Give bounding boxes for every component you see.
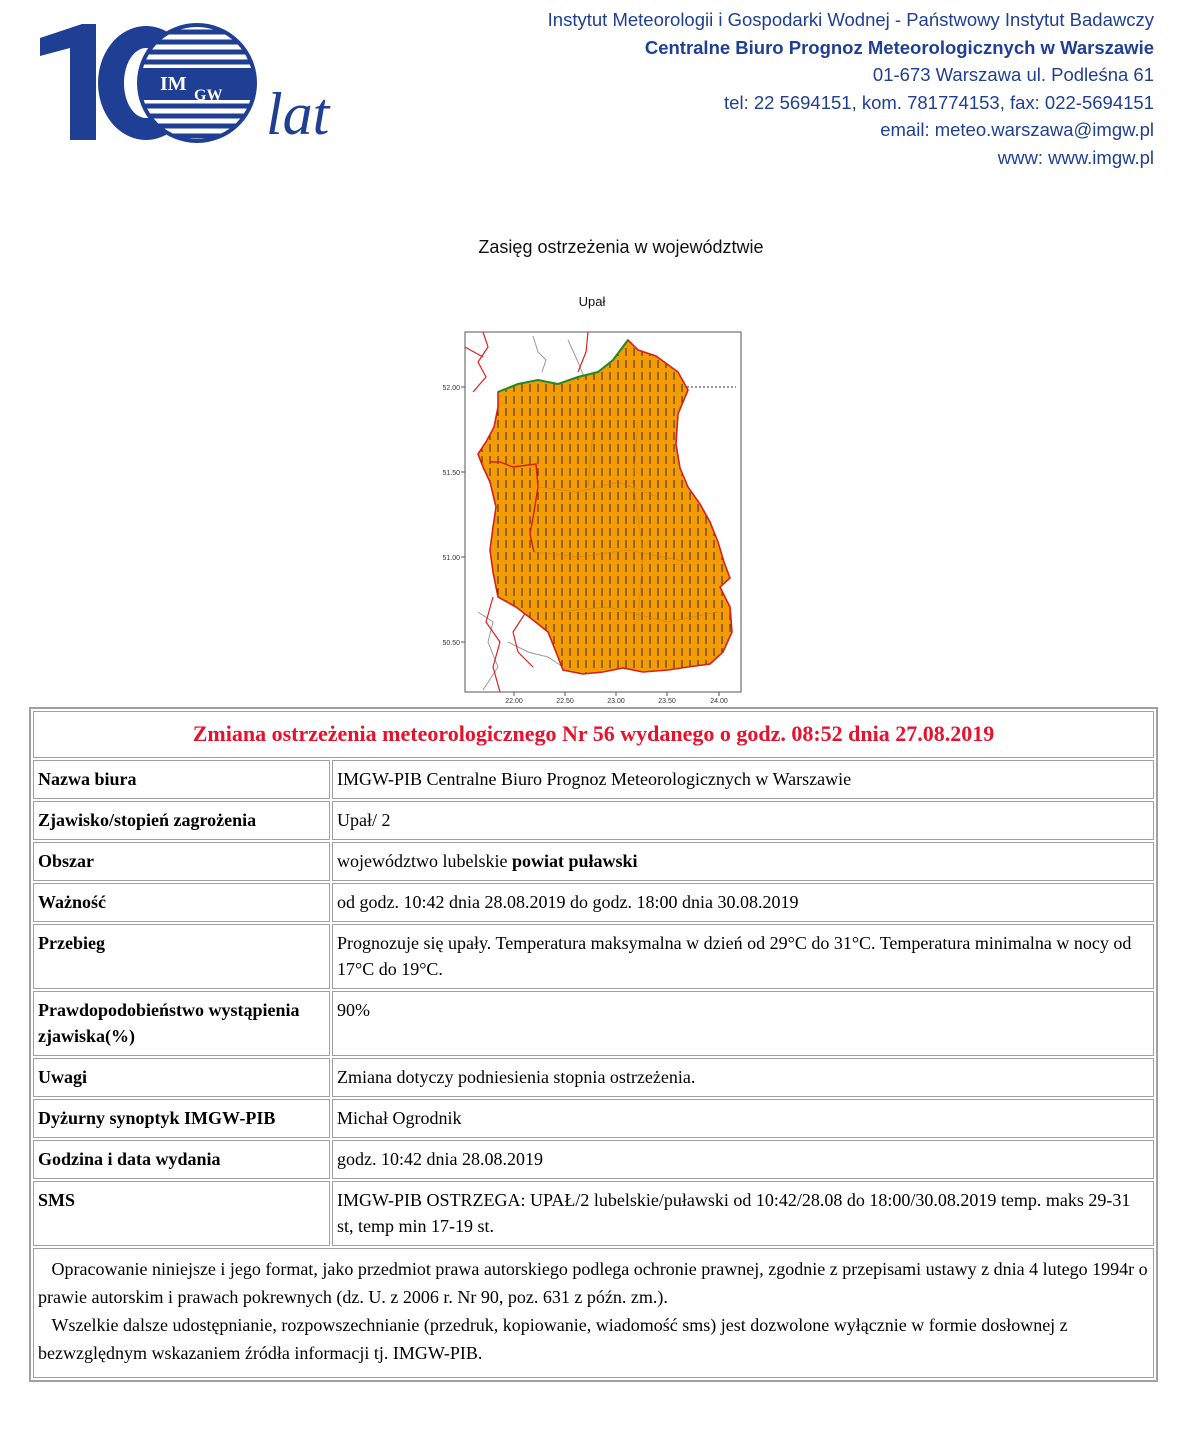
table-row xyxy=(33,991,1154,1056)
logo-badge-top: IM xyxy=(160,73,187,95)
office-email: email: meteo.warszawa@imgw.pl xyxy=(880,119,1154,141)
map-phenomenon-label: Upał xyxy=(578,294,606,309)
row-value: Upał/ 2 xyxy=(332,801,1154,840)
warning-table xyxy=(29,707,1158,1382)
row-label: Dyżurny synoptyk IMGW-PIB xyxy=(33,1099,330,1138)
row-label: Prawdopodobieństwo wystąpienia zjawiska(%) xyxy=(33,991,330,1056)
y-tick-label: 52.00 xyxy=(442,385,460,392)
table-row xyxy=(33,801,1154,840)
institute-name: Instytut Meteorologii i Gospodarki Wodnej - Państwowy Instytut Badawczy xyxy=(547,9,1154,30)
row-value: IMGW-PIB Centralne Biuro Prognoz Meteorologicznych w Warszawie xyxy=(332,760,1154,799)
row-value: IMGW-PIB OSTRZEGA: UPAŁ/2 lubelskie/puławski od 10:42/28.08 do 18:00/30.08.2019 temp. maks 29-31 st, temp min 17-19 st. xyxy=(332,1181,1154,1246)
x-tick-label: 23.00 xyxy=(607,698,625,705)
row-label: Zjawisko/stopień zagrożenia xyxy=(33,801,330,840)
office-name: Centralne Biuro Prognoz Meteorologicznych w Warszawie xyxy=(644,36,1154,58)
y-tick-label: 51.50 xyxy=(442,470,460,477)
row-label: Nazwa biura xyxy=(33,760,330,799)
office-www: www: www.imgw.pl xyxy=(997,146,1154,168)
table-row xyxy=(33,1099,1154,1138)
table-row xyxy=(33,842,1154,881)
row-label: Ważność xyxy=(33,883,330,922)
copyright-paragraph-2 xyxy=(38,1311,1149,1367)
row-label: Godzina i data wydania xyxy=(33,1140,330,1179)
warning-title: Zmiana ostrzeżenia meteorologicznego Nr 56 wydanego o godz. 08:52 dnia 27.08.2019 xyxy=(33,711,1154,758)
institute-header xyxy=(548,6,1154,172)
table-row xyxy=(33,1058,1154,1097)
row-value: Prognozuje się upały. Temperatura maksymalna w dzień od 29°C do 31°C. Temperatura minimalna w nocy od 17°C do 19°C. xyxy=(332,924,1154,989)
table-row xyxy=(33,1181,1154,1246)
y-tick-label: 51.00 xyxy=(442,555,460,562)
row-value: Michał Ogrodnik xyxy=(332,1099,1154,1138)
row-label: Przebieg xyxy=(33,924,330,989)
map-graphic xyxy=(438,322,743,707)
logo-badge-bottom: GW xyxy=(194,87,223,104)
row-label: SMS xyxy=(33,1181,330,1246)
logo-suffix: lat xyxy=(266,81,330,144)
table-row xyxy=(33,883,1154,922)
row-value: 90% xyxy=(332,991,1154,1056)
y-tick-label: 50.50 xyxy=(442,640,460,647)
map-caption: Zasięg ostrzeżenia w województwie xyxy=(478,237,764,257)
copyright-paragraph-1 xyxy=(38,1255,1149,1311)
warning-area-map xyxy=(438,322,743,707)
office-address: 01-673 Warszawa ul. Podleśna 61 xyxy=(872,64,1154,86)
area-voivodeship: województwo lubelskie xyxy=(337,851,508,871)
area-county: powiat puławski xyxy=(511,851,638,871)
x-tick-label: 24.00 xyxy=(710,698,728,705)
copyright-notice xyxy=(33,1248,1154,1378)
office-phone: tel: 22 5694151, kom. 781774153, fax: 022-5694151 xyxy=(724,91,1154,113)
copyright-text-1: Opracowanie niniejsze i jego format, jako przedmiot prawa autorskiego podlega ochronie prawnej, zgodnie z przepisami ustawy z dnia 4 lutego 1994r o prawie autorskim i prawach pokrewnych (dz. U. z 2006 r. Nr 90, poz. 631 z późn. zm.). xyxy=(38,1259,1148,1307)
table-row xyxy=(33,1140,1154,1179)
x-tick-label: 22.00 xyxy=(505,698,523,705)
row-value: Zmiana dotyczy podniesienia stopnia ostrzeżenia. xyxy=(332,1058,1154,1097)
row-label: Obszar xyxy=(33,842,330,881)
x-tick-label: 22.50 xyxy=(556,698,574,705)
imgw-100-lat-logo xyxy=(38,22,348,144)
row-value: godz. 10:42 dnia 28.08.2019 xyxy=(332,1140,1154,1179)
x-tick-label: 23.50 xyxy=(658,698,676,705)
copyright-text-2: Wszelkie dalsze udostępnianie, rozpowszechnianie (przedruk, kopiowanie, wiadomość sms) jest dozwolone wyłącznie w formie dosłownej z bezwzględnym wskazaniem źródła informacji tj. IMGW-PIB. xyxy=(38,1315,1068,1363)
row-value: od godz. 10:42 dnia 28.08.2019 do godz. 18:00 dnia 30.08.2019 xyxy=(332,883,1154,922)
table-row xyxy=(33,924,1154,989)
row-label: Uwagi xyxy=(33,1058,330,1097)
table-row xyxy=(33,760,1154,799)
logo-graphic xyxy=(38,22,348,144)
row-value xyxy=(332,842,1154,881)
